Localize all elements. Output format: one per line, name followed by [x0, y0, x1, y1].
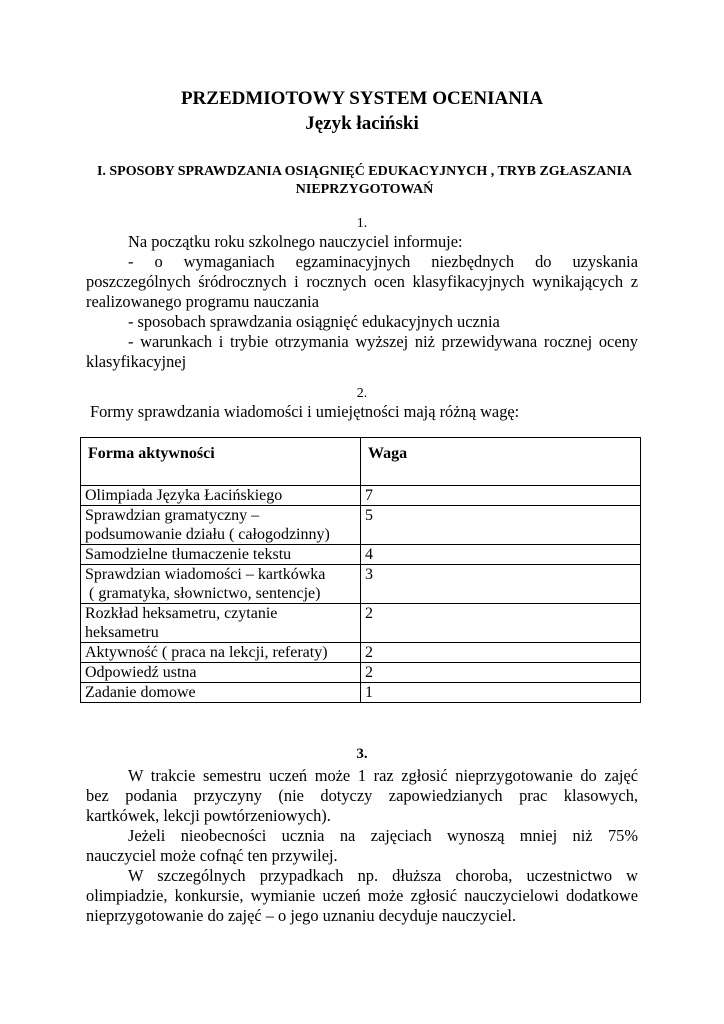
point1-item2: - sposobach sprawdzania osiągnięć edukacyjnych ucznia — [128, 312, 500, 331]
table-cell-weight: 3 — [361, 565, 641, 604]
table-row — [81, 545, 641, 565]
table-cell-weight: 2 — [361, 604, 641, 643]
table-cell-weight: 2 — [361, 643, 641, 663]
point1-item3-line2: klasyfikacyjnej — [86, 352, 187, 371]
point2-intro: Formy sprawdzania wiadomości i umiejętności mają różną wagę: — [90, 402, 520, 421]
point3-p2-line2: nauczyciel może cofnąć ten przywilej. — [86, 846, 338, 865]
table-row — [81, 486, 641, 506]
table-header-weight: Waga — [361, 438, 641, 486]
section-heading: I. SPOSOBY SPRAWDZANIA OSIĄGNIĘĆ EDUKACYJNYCH , TRYB ZGŁASZANIA NIEPRZYGOTOWAŃ — [96, 164, 633, 197]
table-header-form: Forma aktywności — [81, 438, 361, 486]
table-row — [81, 604, 641, 643]
table-cell-form: Rozkład heksametru, czytanie heksametru — [81, 604, 361, 643]
table-cell-form: Odpowiedź ustna — [81, 663, 361, 683]
table-cell-weight: 2 — [361, 663, 641, 683]
table-row — [81, 565, 641, 604]
activity-weights-table — [80, 437, 641, 703]
table-row — [81, 643, 641, 663]
table-cell-form: Zadanie domowe — [81, 683, 361, 703]
table-cell-weight: 4 — [361, 545, 641, 565]
point3-p1-line2: bez podania przyczyny (nie dotyczy zapowiedzianych prac klasowych, — [86, 786, 638, 805]
point1-item1-line1: - o wymaganiach egzaminacyjnych niezbędnych do uzyskania — [128, 252, 638, 271]
table-cell-weight: 7 — [361, 486, 641, 506]
point1-intro: Na początku roku szkolnego nauczyciel informuje: — [128, 232, 463, 251]
point-number-2: 2. — [356, 386, 368, 401]
table-cell-form: Aktywność ( praca na lekcji, referaty) — [81, 643, 361, 663]
table-cell-form: Sprawdzian wiadomości – kartkówka ( gramatyka, słownictwo, sentencje) — [81, 565, 361, 604]
document-subtitle: Język łaciński — [305, 113, 419, 134]
table-cell-form: Samodzielne tłumaczenie tekstu — [81, 545, 361, 565]
table-header-row — [81, 438, 641, 486]
point1-item1-line3: realizowanego programu nauczania — [86, 292, 319, 311]
table-cell-form: Sprawdzian gramatyczny – podsumowanie działu ( całogodzinny) — [81, 506, 361, 545]
table-row — [81, 506, 641, 545]
table-cell-form: Olimpiada Języka Łacińskiego — [81, 486, 361, 506]
table-row — [81, 683, 641, 703]
point1-item3-line1: - warunkach i trybie otrzymania wyższej niż przewidywana rocznej oceny — [128, 332, 638, 351]
point3-p2-line1: Jeżeli nieobecności ucznia na zajęciach wynoszą mniej niż 75% — [128, 826, 638, 845]
point1-item1-line2: poszczególnych śródrocznych i rocznych ocen klasyfikacyjnych wynikających z — [86, 272, 638, 291]
table-cell-weight: 5 — [361, 506, 641, 545]
point3-p3-line3: nieprzygotowanie do zajęć – o jego uznaniu decyduje nauczyciel. — [86, 906, 517, 925]
point3-p3-line1: W szczególnych przypadkach np. dłuższa choroba, uczestnictwo w — [128, 866, 638, 885]
point3-p3-line2: olimpiadzie, konkursie, wymianie uczeń może zgłosić nauczycielowi dodatkowe — [86, 886, 638, 905]
point-number-3: 3. — [356, 746, 368, 762]
point3-p1-line1: W trakcie semestru uczeń może 1 raz zgłosić nieprzygotowanie do zajęć — [128, 766, 638, 785]
document-title: PRZEDMIOTOWY SYSTEM OCENIANIA — [180, 88, 544, 109]
point3-p1-line3: kartkówek, lekcji powtórzeniowych). — [86, 806, 331, 825]
point-number-1: 1. — [356, 216, 368, 231]
table-cell-weight: 1 — [361, 683, 641, 703]
table-row — [81, 663, 641, 683]
